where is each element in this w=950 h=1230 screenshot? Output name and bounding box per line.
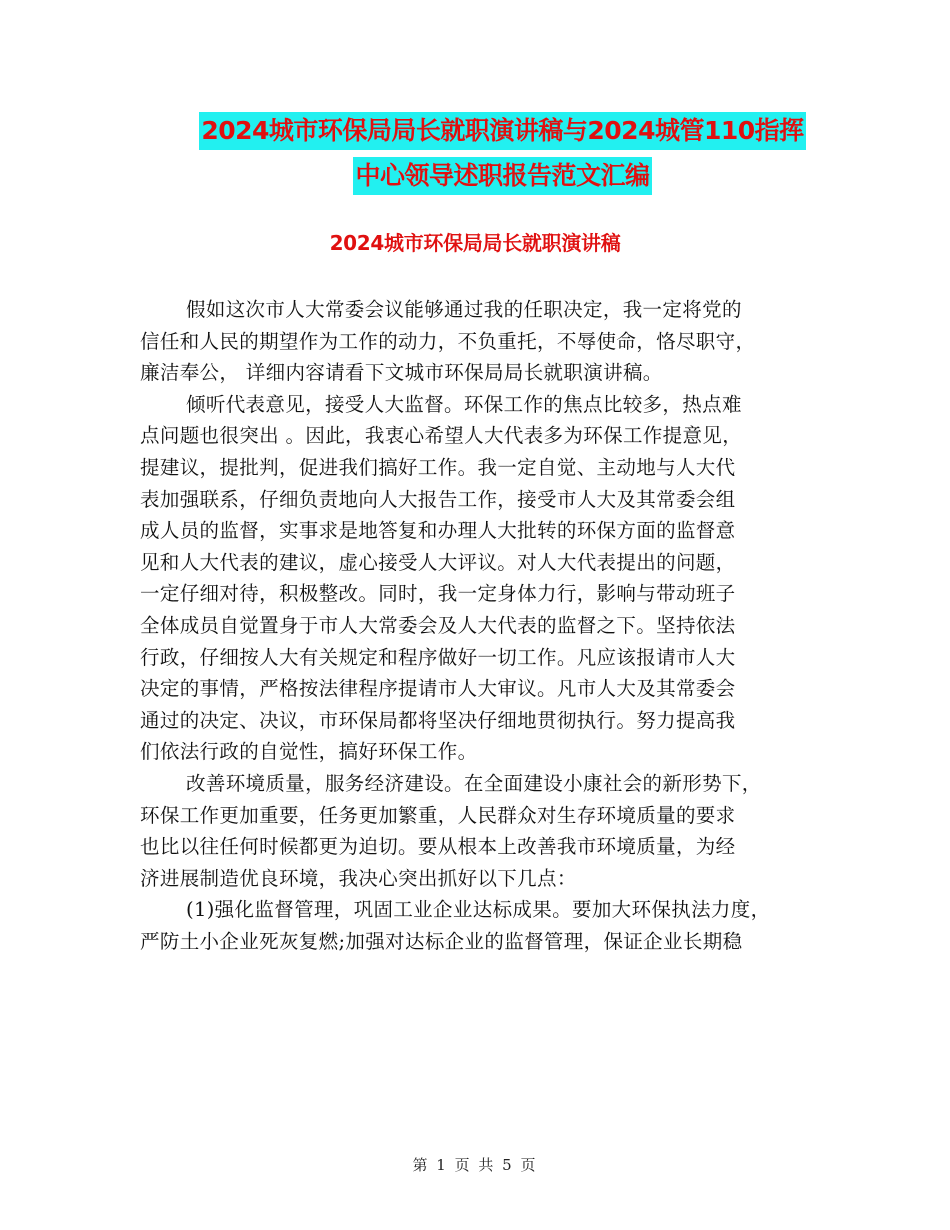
paragraph-line: 一定仔细对待，积极整改。同时，我一定身体力行，影响与带动班子 [140,582,736,606]
paragraph-line: 廉洁奉公， 详细内容请看下文城市环保局局长就职演讲稿。 [140,361,663,385]
paragraph-line: 也比以往任何时候都更为迫切。要从根本上改善我市环境质量，为经 [140,835,736,859]
paragraph-line: 们依法行政的自觉性，搞好环保工作。 [140,740,478,764]
title-line-2: 中心领导述职报告范文汇编 [353,157,651,195]
paragraph-line: 环保工作更加重要，任务更加繁重，人民群众对生存环境质量的要求 [140,803,736,827]
paragraph-line: 全体成员自觉置身于市人大常委会及人大代表的监督之下。坚持依法 [140,613,736,637]
paragraph-line: 改善环境质量，服务经济建设。在全面建设小康社会的新形势下， [186,771,762,795]
paragraph-line: 行政，仔细按人大有关规定和程序做好一切工作。凡应该报请市人大 [140,645,736,669]
paragraph-line: 济进展制造优良环境，我决心突出抓好以下几点： [140,866,577,890]
body-text [140,294,820,957]
paragraph-line: 倾听代表意见，接受人大监督。环保工作的焦点比较多，热点难 [186,392,742,416]
paragraph-line: 提建议，提批判，促进我们搞好工作。我一定自觉、主动地与人大代 [140,455,736,479]
title-line-1: 2024城市环保局局长就职演讲稿与2024城管110指挥 [199,112,805,150]
title-line-1-wrap [130,112,875,157]
paragraph-line: 表加强联系，仔细负责地向人大报告工作，接受市人大及其常委会组 [140,487,736,511]
document-title [130,112,875,202]
paragraph-line: (1)强化监督管理，巩固工业企业达标成果。要加大环保执法力度， [186,898,771,922]
paragraph-line: 点问题也很突出 。因此，我衷心希望人大代表多为环保工作提意见， [140,424,743,448]
paragraph-line: 严防土小企业死灰复燃;加强对达标企业的监督管理，保证企业长期稳 [140,929,743,953]
page-footer: 第 1 页 共 5 页 [412,1156,538,1174]
section-heading: 2024城市环保局局长就职演讲稿 [329,231,621,255]
title-line-2-wrap [130,157,875,202]
paragraph-line: 见和人大代表的建议，虚心接受人大评议。对人大代表提出的问题， [140,550,736,574]
paragraph-line: 决定的事情，严格按法律程序提请市人大审议。凡市人大及其常委会 [140,677,736,701]
paragraph-line: 成人员的监督，实事求是地答复和办理人大批转的环保方面的监督意 [140,519,736,543]
paragraph-line: 假如这次市人大常委会议能够通过我的任职决定，我一定将党的 [186,298,742,321]
paragraph-line: 信任和人民的期望作为工作的动力，不负重托，不辱使命，恪尽职守， [140,329,756,353]
paragraph-line: 通过的决定、决议，市环保局都将坚决仔细地贯彻执行。努力提高我 [140,708,736,732]
